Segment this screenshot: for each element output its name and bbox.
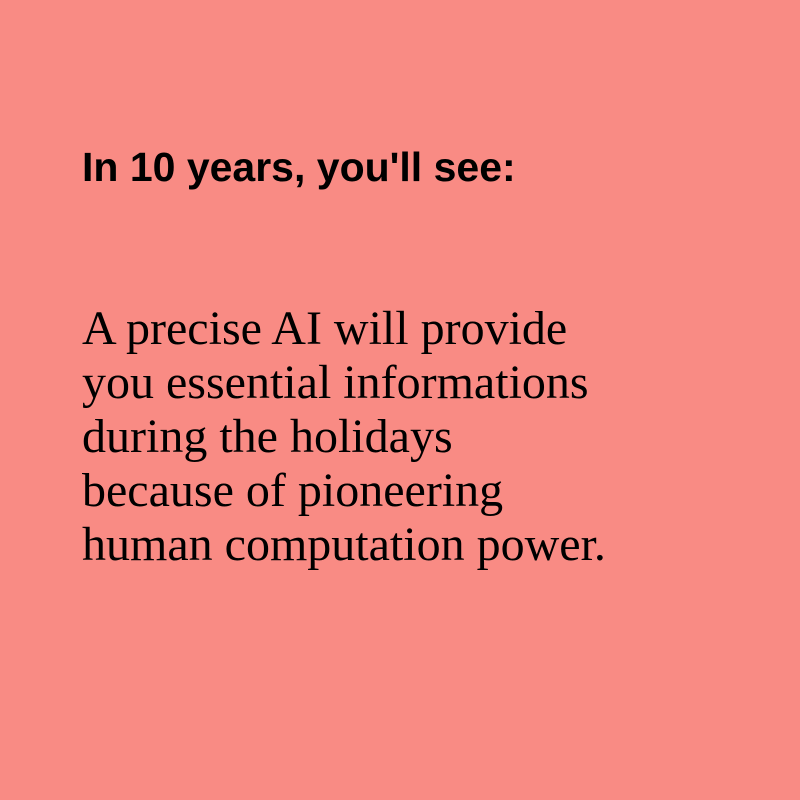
prediction-line: A precise AI will provide (82, 302, 568, 355)
prediction-line: human computation power. (82, 518, 606, 571)
prediction-text (82, 302, 606, 572)
headline: In 10 years, you'll see: (82, 144, 516, 190)
prediction-line: you essential informations (82, 356, 589, 409)
prediction-line: during the holidays (82, 410, 453, 463)
prediction-line: because of pioneering (82, 464, 504, 517)
